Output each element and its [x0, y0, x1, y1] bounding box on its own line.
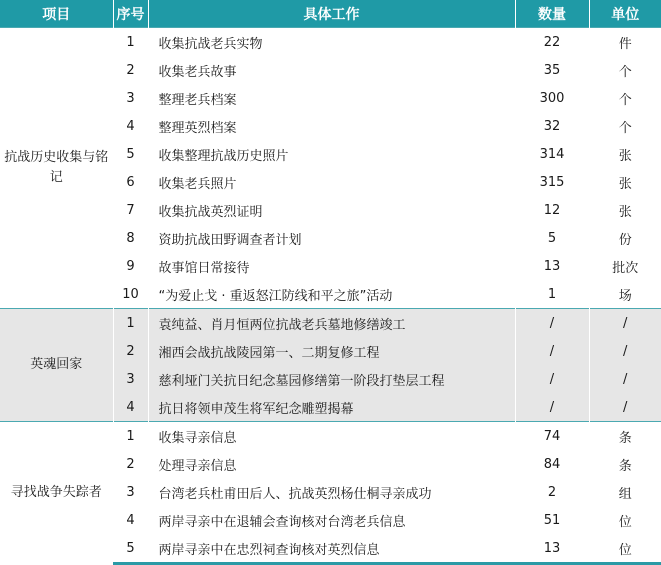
unit-cell: 张	[589, 196, 661, 224]
quantity-cell: 84	[515, 450, 589, 478]
work-cell: 整理老兵档案	[148, 84, 515, 112]
quantity-cell: /	[515, 337, 589, 365]
unit-cell: 份	[589, 224, 661, 252]
quantity-cell: 1	[515, 280, 589, 309]
quantity-cell: 300	[515, 84, 589, 112]
work-cell: 收集整理抗战历史照片	[148, 140, 515, 168]
unit-cell: 个	[589, 112, 661, 140]
work-cell: 收集寻亲信息	[148, 422, 515, 451]
index-cell: 8	[113, 224, 148, 252]
work-cell: 抗日将领申茂生将军纪念雕塑揭幕	[148, 393, 515, 422]
quantity-cell: 22	[515, 28, 589, 57]
unit-cell: 条	[589, 450, 661, 478]
work-cell: 两岸寻亲中在退辅会查询核对台湾老兵信息	[148, 506, 515, 534]
index-cell: 10	[113, 280, 148, 309]
work-cell: “为爱止戈 · 重返怒江防线和平之旅”活动	[148, 280, 515, 309]
unit-cell: /	[589, 309, 661, 338]
unit-cell: /	[589, 337, 661, 365]
index-cell: 2	[113, 337, 148, 365]
table-row	[0, 28, 661, 57]
work-cell: 收集抗战老兵实物	[148, 28, 515, 57]
header-quantity: 数量	[515, 0, 589, 28]
unit-cell: /	[589, 365, 661, 393]
index-cell: 1	[113, 422, 148, 451]
quantity-cell: 35	[515, 56, 589, 84]
index-cell: 6	[113, 168, 148, 196]
group-3	[0, 422, 661, 564]
work-cell: 资助抗战田野调查者计划	[148, 224, 515, 252]
index-cell: 4	[113, 112, 148, 140]
index-cell: 9	[113, 252, 148, 280]
quantity-cell: 5	[515, 224, 589, 252]
table-row	[0, 422, 661, 451]
unit-cell: 张	[589, 140, 661, 168]
work-cell: 台湾老兵杜甫田后人、抗战英烈杨仕桐寻亲成功	[148, 478, 515, 506]
header-row	[0, 0, 661, 28]
index-cell: 3	[113, 84, 148, 112]
project-cell: 寻找战争失踪者	[0, 422, 113, 564]
table-row	[0, 309, 661, 338]
quantity-cell: /	[515, 393, 589, 422]
quantity-cell: 315	[515, 168, 589, 196]
project-cell: 抗战历史收集与铭记	[0, 28, 113, 309]
index-cell: 5	[113, 140, 148, 168]
index-cell: 4	[113, 506, 148, 534]
group-2	[0, 309, 661, 422]
quantity-cell: 314	[515, 140, 589, 168]
table-header	[0, 0, 661, 28]
work-cell: 收集老兵故事	[148, 56, 515, 84]
unit-cell: 个	[589, 56, 661, 84]
work-cell: 两岸寻亲中在忠烈祠查询核对英烈信息	[148, 534, 515, 564]
header-project: 项目	[0, 0, 113, 28]
quantity-cell: /	[515, 365, 589, 393]
index-cell: 3	[113, 478, 148, 506]
header-unit: 单位	[589, 0, 661, 28]
index-cell: 2	[113, 450, 148, 478]
work-cell: 湘西会战抗战陵园第一、二期复修工程	[148, 337, 515, 365]
index-cell: 7	[113, 196, 148, 224]
index-cell: 3	[113, 365, 148, 393]
quantity-cell: 32	[515, 112, 589, 140]
index-cell: 2	[113, 56, 148, 84]
header-work: 具体工作	[148, 0, 515, 28]
work-cell: 慈利垭门关抗日纪念墓园修缮第一阶段打垫层工程	[148, 365, 515, 393]
index-cell: 5	[113, 534, 148, 564]
unit-cell: 批次	[589, 252, 661, 280]
index-cell: 4	[113, 393, 148, 422]
index-cell: 1	[113, 28, 148, 57]
quantity-cell: 2	[515, 478, 589, 506]
unit-cell: /	[589, 393, 661, 422]
quantity-cell: 74	[515, 422, 589, 451]
work-cell: 收集老兵照片	[148, 168, 515, 196]
work-cell: 袁纯益、肖月恒两位抗战老兵墓地修缮竣工	[148, 309, 515, 338]
work-cell: 处理寻亲信息	[148, 450, 515, 478]
quantity-cell: 51	[515, 506, 589, 534]
work-cell: 故事馆日常接待	[148, 252, 515, 280]
project-cell: 英魂回家	[0, 309, 113, 422]
unit-cell: 组	[589, 478, 661, 506]
work-cell: 收集抗战英烈证明	[148, 196, 515, 224]
quantity-cell: 13	[515, 534, 589, 564]
quantity-cell: 12	[515, 196, 589, 224]
quantity-cell: /	[515, 309, 589, 338]
unit-cell: 条	[589, 422, 661, 451]
header-index: 序号	[113, 0, 148, 28]
quantity-cell: 13	[515, 252, 589, 280]
unit-cell: 张	[589, 168, 661, 196]
work-cell: 整理英烈档案	[148, 112, 515, 140]
unit-cell: 位	[589, 534, 661, 564]
group-1	[0, 28, 661, 309]
unit-cell: 位	[589, 506, 661, 534]
index-cell: 1	[113, 309, 148, 338]
unit-cell: 场	[589, 280, 661, 309]
unit-cell: 个	[589, 84, 661, 112]
unit-cell: 件	[589, 28, 661, 57]
